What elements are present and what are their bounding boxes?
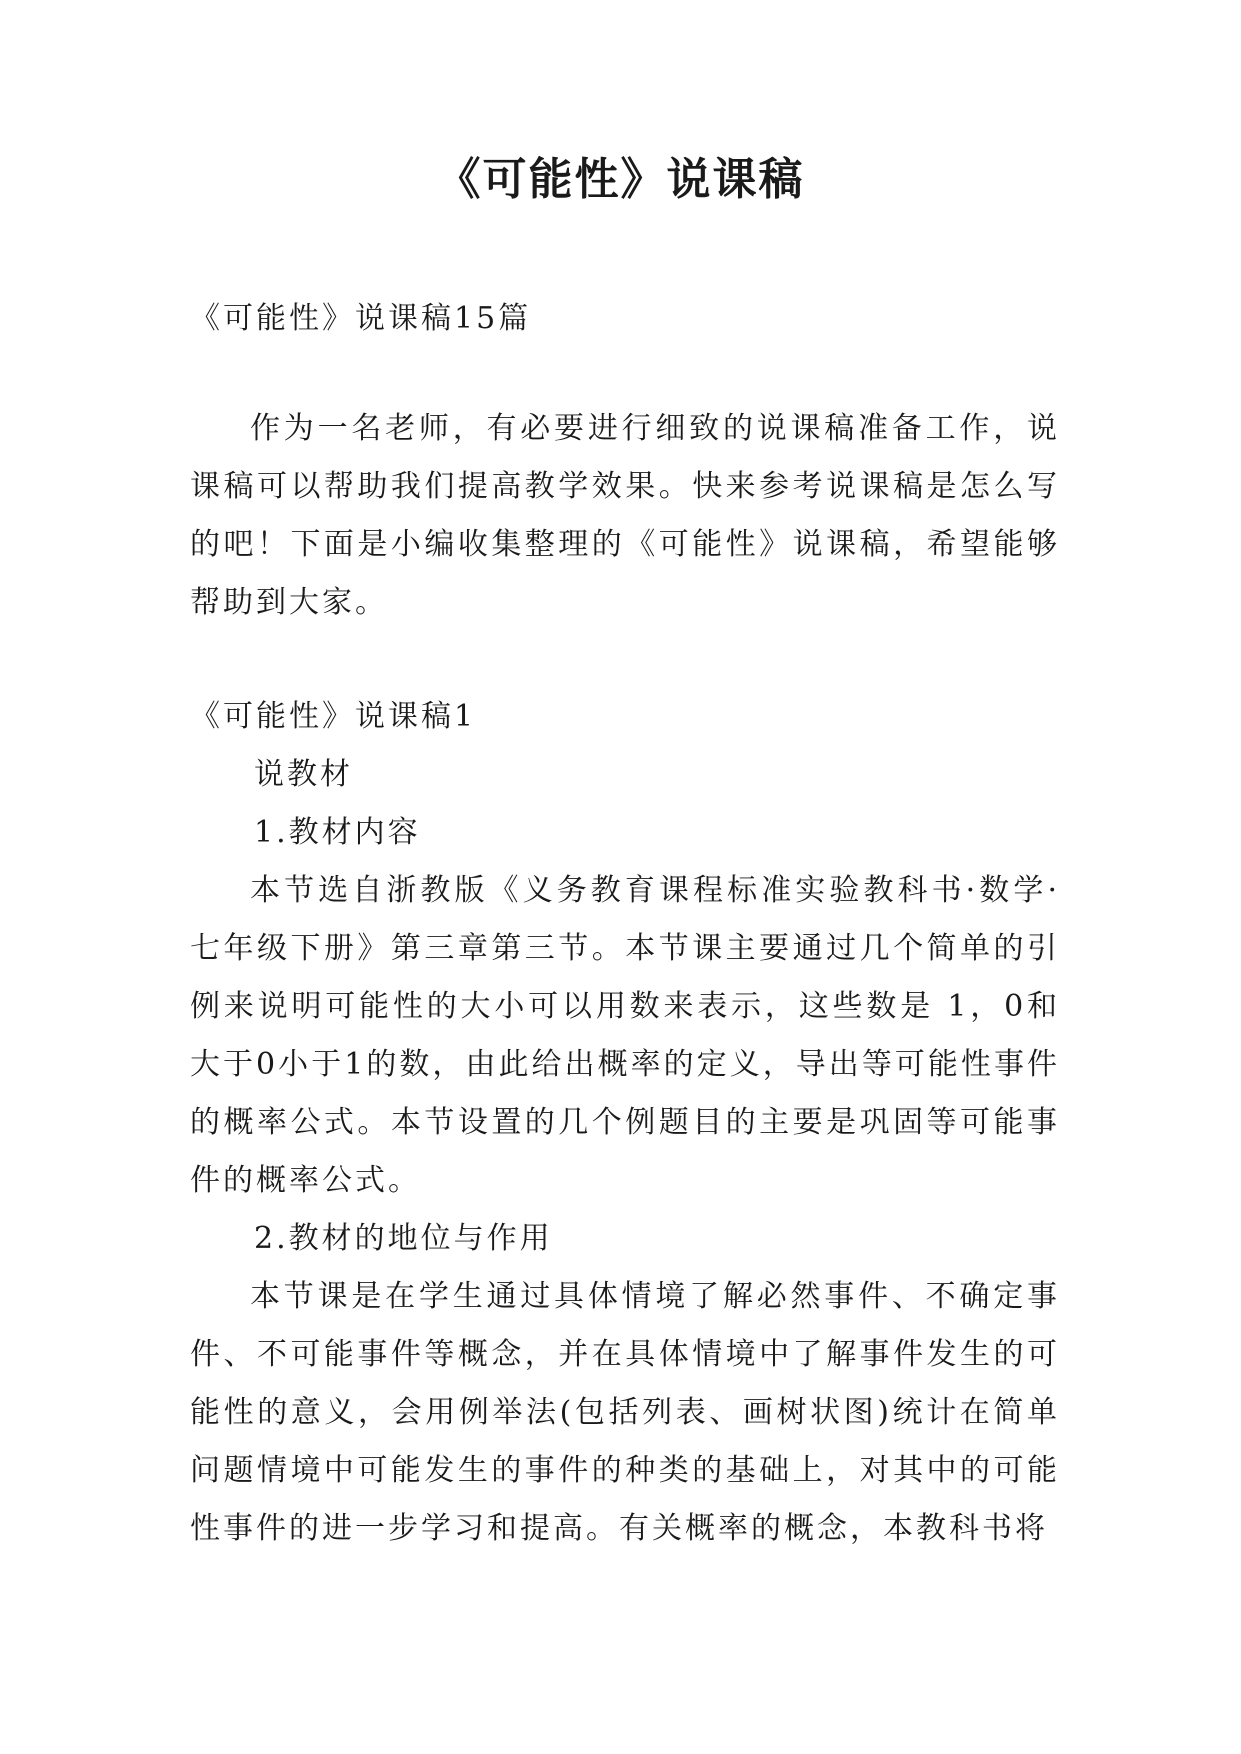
document-body: [190, 290, 1060, 1558]
section-heading: 《可能性》说课稿1: [190, 699, 477, 734]
spacer: [190, 632, 1060, 688]
spacer: [190, 348, 1060, 400]
intro-paragraph: 作为一名老师，有必要进行细致的说课稿准备工作，说课稿可以帮助我们提高教学效果。快来参考说课稿是怎么写的吧！下面是小编收集整理的《可能性》说课稿，希望能够帮助到大家。: [190, 411, 1060, 620]
item-heading-1: 1.教材内容: [254, 815, 421, 850]
item-heading-2: 2.教材的地位与作用: [254, 1221, 553, 1256]
document-title: 《可能性》说课稿: [436, 154, 805, 205]
document-subtitle: 《可能性》说课稿15篇: [190, 301, 532, 336]
section-subheading: 说教材: [254, 757, 353, 792]
item-paragraph-1: 本节选自浙教版《义务教育课程标准实验教科书·数学·七年级下册》第三章第三节。本节课主要通过几个简单的引例来说明可能性的大小可以用数来表示，这些数是 1，0和大于0小于1的数，由此给出概率的定义，导出等可能性事件的概率公式。本节设置的几个例题目的主要是巩固等可能事件的概率公式。: [190, 873, 1060, 1198]
item-paragraph-2: 本节课是在学生通过具体情境了解必然事件、不确定事件、不可能事件等概念，并在具体情境中了解事件发生的可能性的意义，会用例举法(包括列表、画树状图)统计在简单问题情境中可能发生的事件的种类的基础上，对其中的可能性事件的进一步学习和提高。有关概率的概念，本教科书将: [190, 1279, 1060, 1546]
